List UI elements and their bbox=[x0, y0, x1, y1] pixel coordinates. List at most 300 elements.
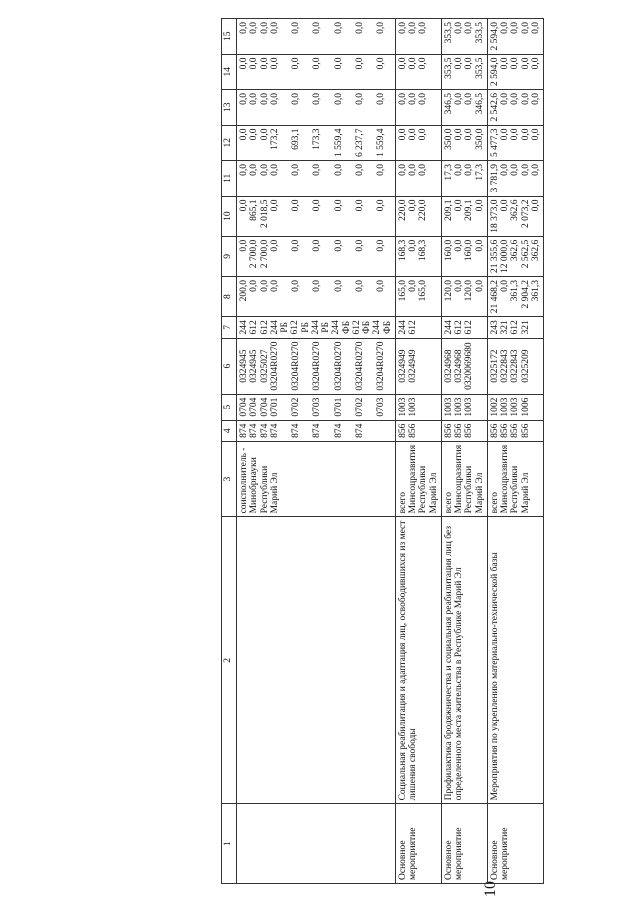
cell-line: Минобрнауки bbox=[249, 457, 260, 514]
cell-line: 0,0 bbox=[312, 199, 323, 212]
cell-line: 0,0 bbox=[376, 93, 386, 105]
column-header: 9 bbox=[222, 236, 237, 276]
cell-line: всего bbox=[443, 492, 454, 514]
table-cell: Социальная реабилитация и адаптация лиц, освободившихся из мест лишения свободы bbox=[395, 517, 441, 804]
cell-line: 0,0 bbox=[239, 164, 249, 176]
cell-line: 856 bbox=[500, 423, 510, 438]
cell-line: 160,0 bbox=[464, 239, 475, 262]
cell-line: 0,0 bbox=[500, 93, 510, 105]
cell-line: 2 594,0 bbox=[489, 22, 500, 51]
cell-line: 0,0 bbox=[408, 93, 418, 105]
cell-line: 346,5 bbox=[443, 93, 454, 115]
table-cell bbox=[487, 394, 543, 420]
cell-line: 0,0 bbox=[500, 22, 510, 34]
cell-line: 244 bbox=[269, 320, 280, 335]
table-cell bbox=[237, 161, 396, 197]
cell-line: 12 000,0 bbox=[500, 239, 510, 274]
cell-line: 0,0 bbox=[312, 280, 323, 292]
column-header: 14 bbox=[222, 54, 237, 90]
table-row bbox=[237, 19, 396, 884]
cell-line: 0,0 bbox=[500, 57, 510, 70]
cell-line: 0,0 bbox=[454, 164, 464, 176]
cell-line: 693,1 bbox=[291, 128, 301, 150]
cell-line: 0,0 bbox=[397, 22, 408, 34]
cell-line: 0,0 bbox=[454, 239, 464, 252]
cell-line: 0,0 bbox=[418, 93, 429, 105]
cell-line: 0,0 bbox=[259, 280, 270, 292]
cell-line: 0,0 bbox=[464, 93, 475, 105]
table-cell: Мероприятия по укреплению материально-технической базы bbox=[487, 517, 543, 804]
cell-line: 0,0 bbox=[333, 199, 344, 212]
cell-line: всего bbox=[397, 492, 408, 514]
cell-line: 362,6 bbox=[510, 199, 521, 221]
cell-line: 220,0 bbox=[418, 199, 429, 221]
cell-line: 0322843 bbox=[500, 349, 510, 383]
cell-line: 1002 bbox=[489, 397, 500, 417]
table-cell bbox=[487, 125, 543, 161]
cell-line: 0,0 bbox=[418, 57, 429, 70]
cell-line: 2 904,2 bbox=[520, 280, 531, 309]
table-cell bbox=[395, 441, 441, 517]
cell-line: 1 559,4 bbox=[376, 128, 386, 158]
table-cell bbox=[395, 338, 441, 394]
cell-line: 0,0 bbox=[269, 22, 280, 34]
cell-line: 0,0 bbox=[291, 93, 301, 105]
cell-line: 0703 bbox=[312, 397, 323, 417]
cell-line: 0704 bbox=[259, 397, 270, 417]
table-cell bbox=[237, 338, 396, 394]
cell-line: 244 bbox=[372, 320, 383, 335]
cell-line: 0,0 bbox=[376, 164, 386, 176]
cell-line: 0,0 bbox=[354, 57, 365, 70]
cell-line: 0,0 bbox=[259, 128, 270, 141]
cell-line: всего bbox=[489, 492, 500, 514]
cell-line: 0,0 bbox=[397, 57, 408, 70]
cell-line: 2 594,0 bbox=[489, 57, 500, 87]
cell-line: 0,0 bbox=[333, 22, 344, 34]
cell-line: 03204R0270 bbox=[269, 341, 280, 391]
table-cell bbox=[395, 161, 441, 197]
cell-line: 200,0 bbox=[239, 280, 249, 302]
cell-line: 244 bbox=[331, 320, 342, 335]
cell-line: 1003 bbox=[464, 397, 475, 417]
cell-line: 0,0 bbox=[354, 93, 365, 105]
cell-line: 0,0 bbox=[312, 93, 323, 105]
table-cell bbox=[237, 517, 396, 804]
cell-line: 361,3 bbox=[510, 280, 521, 302]
table-cell bbox=[441, 317, 487, 338]
table-cell bbox=[487, 277, 543, 317]
cell-line: 5 477,3 bbox=[489, 128, 500, 158]
column-header: 5 bbox=[222, 394, 237, 420]
cell-line: 0,0 bbox=[418, 22, 429, 34]
cell-line: 0,0 bbox=[291, 280, 301, 292]
cell-line: 350,0 bbox=[443, 128, 454, 150]
cell-line: 0,0 bbox=[333, 93, 344, 105]
cell-line: РБ bbox=[300, 322, 311, 333]
page-number: 10 bbox=[482, 881, 499, 897]
table-row bbox=[395, 19, 441, 884]
cell-line: 0,0 bbox=[520, 128, 531, 141]
table-row bbox=[487, 19, 543, 884]
cell-line: 6 237,7 bbox=[354, 128, 365, 158]
table-cell bbox=[237, 394, 396, 420]
cell-line: 0,0 bbox=[259, 93, 270, 105]
cell-line: 1003 bbox=[408, 397, 418, 417]
cell-line: 612 bbox=[259, 320, 270, 335]
table-cell bbox=[441, 277, 487, 317]
cell-line: 1006 bbox=[520, 397, 531, 417]
table-cell bbox=[441, 90, 487, 126]
cell-line: 353,5 bbox=[443, 57, 454, 79]
cell-line: 0701 bbox=[269, 397, 280, 417]
table-cell bbox=[237, 54, 396, 90]
table-cell bbox=[487, 441, 543, 517]
cell-line: 350,0 bbox=[474, 128, 485, 150]
cell-line: 612 bbox=[454, 320, 464, 335]
cell-line: ФБ bbox=[382, 320, 393, 334]
cell-line: 0,0 bbox=[239, 128, 249, 141]
cell-line: 874 bbox=[354, 423, 365, 438]
cell-line: 0,0 bbox=[269, 57, 280, 70]
cell-line: 612 bbox=[510, 320, 521, 335]
cell-line: 874 bbox=[239, 423, 249, 438]
cell-line: 612 bbox=[408, 320, 418, 335]
cell-line: 362,6 bbox=[510, 239, 521, 262]
cell-line: 2 018,5 bbox=[259, 199, 270, 229]
cell-line: 244 bbox=[397, 320, 408, 335]
cell-line: 0,0 bbox=[454, 22, 464, 34]
cell-line: 0703 bbox=[376, 397, 386, 417]
cell-line: 2 700,0 bbox=[259, 239, 270, 269]
cell-line: 0,0 bbox=[354, 199, 365, 212]
table-body bbox=[237, 19, 544, 884]
cell-line: 0,0 bbox=[269, 93, 280, 105]
cell-line: 17,3 bbox=[474, 164, 485, 181]
cell-line: 0,0 bbox=[269, 280, 280, 292]
cell-line: 0,0 bbox=[269, 199, 280, 212]
cell-line: 244 bbox=[239, 320, 249, 335]
cell-line: 874 bbox=[269, 423, 280, 438]
cell-line: 0,0 bbox=[354, 22, 365, 34]
cell-line: 0,0 bbox=[239, 239, 249, 252]
table-cell: Профилактика бродяжничества и социальная реабилитация лиц без определенного места жительства в Республике Марий Эл bbox=[441, 517, 487, 804]
cell-line: 0,0 bbox=[397, 93, 408, 105]
cell-line: 209,1 bbox=[443, 199, 454, 221]
cell-line: 0,0 bbox=[259, 57, 270, 70]
table-cell bbox=[441, 338, 487, 394]
cell-line: 874 bbox=[333, 423, 344, 438]
cell-line: 0,0 bbox=[510, 128, 521, 141]
cell-line: 0,0 bbox=[418, 164, 429, 176]
cell-line: 321 bbox=[500, 320, 510, 335]
cell-line: 0704 bbox=[239, 397, 249, 417]
cell-line: 0,0 bbox=[249, 57, 260, 70]
cell-line: 0,0 bbox=[376, 280, 386, 292]
cell-line: 856 bbox=[510, 423, 521, 438]
cell-line: 0,0 bbox=[397, 164, 408, 176]
cell-line: 0701 bbox=[333, 397, 344, 417]
cell-line: 03204R0270 bbox=[312, 341, 323, 391]
cell-line: 0,0 bbox=[454, 128, 464, 141]
cell-line: 2 073,2 bbox=[520, 199, 531, 229]
cell-line: 21 468,2 bbox=[489, 280, 500, 314]
cell-line: 0,0 bbox=[500, 128, 510, 141]
table-cell bbox=[237, 196, 396, 236]
cell-line: Марий Эл bbox=[428, 472, 439, 514]
cell-line: 0,0 bbox=[530, 22, 541, 34]
cell-line: РБ bbox=[321, 322, 331, 333]
cell-line: 168,3 bbox=[418, 239, 429, 262]
cell-line: 18 373,0 bbox=[489, 199, 500, 233]
cell-line: 346,5 bbox=[474, 93, 485, 115]
column-header: 11 bbox=[222, 161, 237, 197]
cell-line: 165,0 bbox=[397, 280, 408, 302]
cell-line: 0,0 bbox=[249, 280, 260, 292]
table-cell bbox=[487, 420, 543, 441]
cell-line: 361,3 bbox=[530, 280, 541, 302]
column-header: 7 bbox=[222, 317, 237, 338]
cell-line: 2 700,0 bbox=[249, 239, 260, 269]
cell-line: 0,0 bbox=[249, 128, 260, 141]
cell-line: Республики bbox=[464, 465, 475, 514]
cell-line: 874 bbox=[291, 423, 301, 438]
cell-line: 0,0 bbox=[474, 280, 485, 292]
cell-line: Марий Эл bbox=[474, 472, 485, 514]
cell-line: 173,3 bbox=[312, 128, 323, 150]
cell-line: соисполнитель - bbox=[239, 447, 249, 514]
cell-line: 0,0 bbox=[239, 199, 249, 212]
cell-line: Минсоцразвития bbox=[408, 444, 418, 514]
cell-line: 0325172 bbox=[489, 349, 500, 383]
cell-line: 0,0 bbox=[454, 57, 464, 70]
cell-line: 0,0 bbox=[464, 22, 475, 34]
cell-line: 856 bbox=[443, 423, 454, 438]
cell-line: 03204R0270 bbox=[376, 341, 386, 391]
cell-line: 173,2 bbox=[269, 128, 280, 150]
table-cell bbox=[441, 394, 487, 420]
table-cell bbox=[441, 125, 487, 161]
table-cell bbox=[237, 441, 396, 517]
table-cell bbox=[487, 236, 543, 276]
cell-line: Марий Эл bbox=[520, 472, 531, 514]
table-cell bbox=[395, 420, 441, 441]
table-cell bbox=[395, 394, 441, 420]
cell-line: 0,0 bbox=[269, 239, 280, 252]
cell-line: 0,0 bbox=[530, 164, 541, 176]
cell-line: 353,5 bbox=[443, 22, 454, 44]
cell-line: 0324968 bbox=[454, 349, 464, 383]
cell-line: 0,0 bbox=[408, 128, 418, 141]
cell-line: 0,0 bbox=[239, 22, 249, 34]
cell-line: 0,0 bbox=[454, 199, 464, 212]
cell-line: 0324945 bbox=[249, 349, 260, 383]
cell-line: 1003 bbox=[443, 397, 454, 417]
table-cell bbox=[441, 19, 487, 55]
cell-line: 0324968 bbox=[443, 349, 454, 383]
header-row bbox=[222, 19, 237, 884]
cell-line: 0,0 bbox=[333, 164, 344, 176]
cell-line: 0,0 bbox=[520, 22, 531, 34]
cell-line: ФБ bbox=[341, 320, 352, 334]
cell-line: 856 bbox=[464, 423, 475, 438]
table-cell bbox=[487, 317, 543, 338]
cell-line: 0,0 bbox=[500, 280, 510, 292]
table-cell bbox=[487, 338, 543, 394]
cell-line: 0,0 bbox=[333, 239, 344, 252]
program-table bbox=[221, 18, 544, 884]
table-cell bbox=[395, 196, 441, 236]
cell-line: 0,0 bbox=[500, 199, 510, 212]
cell-line: 0,0 bbox=[510, 22, 521, 34]
cell-line: 0,0 bbox=[354, 280, 365, 292]
table-cell bbox=[237, 236, 396, 276]
cell-line: 2 542,6 bbox=[489, 93, 500, 122]
cell-line: Республики bbox=[259, 465, 270, 514]
table-cell bbox=[487, 196, 543, 236]
table-cell bbox=[395, 54, 441, 90]
cell-line: 0324949 bbox=[408, 349, 418, 383]
table-cell bbox=[441, 236, 487, 276]
cell-line: 0,0 bbox=[239, 93, 249, 105]
cell-line: 0,0 bbox=[530, 93, 541, 105]
table-cell bbox=[441, 441, 487, 517]
cell-line: 0324945 bbox=[239, 349, 249, 383]
cell-line: 0,0 bbox=[291, 239, 301, 252]
cell-line: 0324949 bbox=[397, 349, 408, 383]
table-cell bbox=[395, 125, 441, 161]
cell-line: 0,0 bbox=[474, 199, 485, 212]
table-cell bbox=[487, 19, 543, 55]
column-header: 1 bbox=[222, 804, 237, 884]
column-header: 6 bbox=[222, 338, 237, 394]
table-cell bbox=[441, 420, 487, 441]
column-header: 10 bbox=[222, 196, 237, 236]
table-cell bbox=[237, 125, 396, 161]
cell-line: 0,0 bbox=[354, 239, 365, 252]
cell-line: 0,0 bbox=[291, 57, 301, 70]
cell-line: 0,0 bbox=[510, 57, 521, 70]
cell-line: 612 bbox=[351, 320, 362, 335]
cell-line: 0,0 bbox=[397, 128, 408, 141]
cell-line: 0,0 bbox=[312, 57, 323, 70]
table-cell bbox=[441, 54, 487, 90]
cell-line: 0,0 bbox=[249, 164, 260, 176]
cell-line: 0,0 bbox=[249, 93, 260, 105]
cell-line: Марий Эл bbox=[269, 472, 280, 514]
column-header: 2 bbox=[222, 517, 237, 804]
cell-line: 17,3 bbox=[443, 164, 454, 181]
column-header: 8 bbox=[222, 277, 237, 317]
cell-line: 0,0 bbox=[408, 57, 418, 70]
cell-line: 0,0 bbox=[418, 128, 429, 141]
cell-line: 1003 bbox=[500, 397, 510, 417]
cell-line: 120,0 bbox=[443, 280, 454, 302]
cell-line: 244 bbox=[443, 320, 454, 335]
cell-line: 0,0 bbox=[510, 164, 521, 176]
cell-line: 0,0 bbox=[376, 22, 386, 34]
cell-line: 0,0 bbox=[354, 164, 365, 176]
table-cell bbox=[237, 90, 396, 126]
table-cell bbox=[237, 19, 396, 55]
column-header: 12 bbox=[222, 125, 237, 161]
cell-line: 160,0 bbox=[443, 239, 454, 262]
cell-line: 0704 bbox=[249, 397, 260, 417]
table-cell: Основное мероприятие bbox=[395, 804, 441, 884]
cell-line: 209,1 bbox=[464, 199, 475, 221]
table-cell bbox=[395, 277, 441, 317]
cell-line: 0,0 bbox=[259, 22, 270, 34]
cell-line: 0,0 bbox=[376, 199, 386, 212]
cell-line: 0,0 bbox=[408, 199, 418, 212]
cell-line: 0702 bbox=[291, 397, 301, 417]
cell-line: 03204R0270 bbox=[333, 341, 344, 391]
cell-line: 0325209 bbox=[520, 349, 531, 383]
cell-line: 21 355,6 bbox=[489, 239, 500, 274]
cell-line: 0,0 bbox=[510, 93, 521, 105]
table-cell bbox=[237, 317, 396, 338]
cell-line: Минсоцразвития bbox=[500, 444, 510, 514]
cell-line: 612 bbox=[464, 320, 475, 335]
cell-line: 1003 bbox=[454, 397, 464, 417]
table-cell bbox=[395, 317, 441, 338]
cell-line: 0320069680 bbox=[464, 342, 475, 390]
column-header: 15 bbox=[222, 19, 237, 55]
table-cell bbox=[441, 196, 487, 236]
cell-line: 0,0 bbox=[464, 57, 475, 70]
cell-line: 362,6 bbox=[530, 239, 541, 262]
cell-line: 1003 bbox=[397, 397, 408, 417]
cell-line: 353,5 bbox=[474, 57, 485, 79]
table-cell bbox=[395, 236, 441, 276]
cell-line: 0,0 bbox=[530, 199, 541, 212]
cell-line: 0,0 bbox=[454, 93, 464, 105]
cell-line: 0,0 bbox=[530, 57, 541, 70]
cell-line: 865,1 bbox=[249, 199, 260, 221]
table-cell: Основное мероприятие bbox=[441, 804, 487, 884]
cell-line: 0,0 bbox=[408, 164, 418, 176]
cell-line: 120,0 bbox=[464, 280, 475, 302]
cell-line: 612 bbox=[290, 320, 301, 335]
cell-line: 0,0 bbox=[312, 239, 323, 252]
cell-line: 3 781,9 bbox=[489, 164, 500, 193]
cell-line: 0,0 bbox=[408, 22, 418, 34]
cell-line: 244 bbox=[310, 320, 321, 335]
table-cell bbox=[487, 54, 543, 90]
cell-line: 03204R0270 bbox=[354, 341, 365, 391]
cell-line: 874 bbox=[312, 423, 323, 438]
cell-line: 0,0 bbox=[269, 164, 280, 176]
column-header: 3 bbox=[222, 441, 237, 517]
cell-line: 856 bbox=[520, 423, 531, 438]
column-header: 13 bbox=[222, 90, 237, 126]
column-header: 4 bbox=[222, 420, 237, 441]
cell-line: 0322843 bbox=[510, 349, 521, 383]
table-row bbox=[441, 19, 487, 884]
cell-line: 0,0 bbox=[464, 128, 475, 141]
cell-line: 0,0 bbox=[312, 164, 323, 176]
cell-line: 0,0 bbox=[520, 57, 531, 70]
cell-line: 0,0 bbox=[474, 239, 485, 252]
cell-line: 0,0 bbox=[454, 280, 464, 292]
cell-line: 1003 bbox=[510, 397, 521, 417]
cell-line: 0,0 bbox=[249, 22, 260, 34]
cell-line: 856 bbox=[397, 423, 408, 438]
table-cell bbox=[395, 90, 441, 126]
table-cell bbox=[441, 161, 487, 197]
cell-line: 220,0 bbox=[397, 199, 408, 221]
cell-line: 321 bbox=[520, 320, 531, 335]
